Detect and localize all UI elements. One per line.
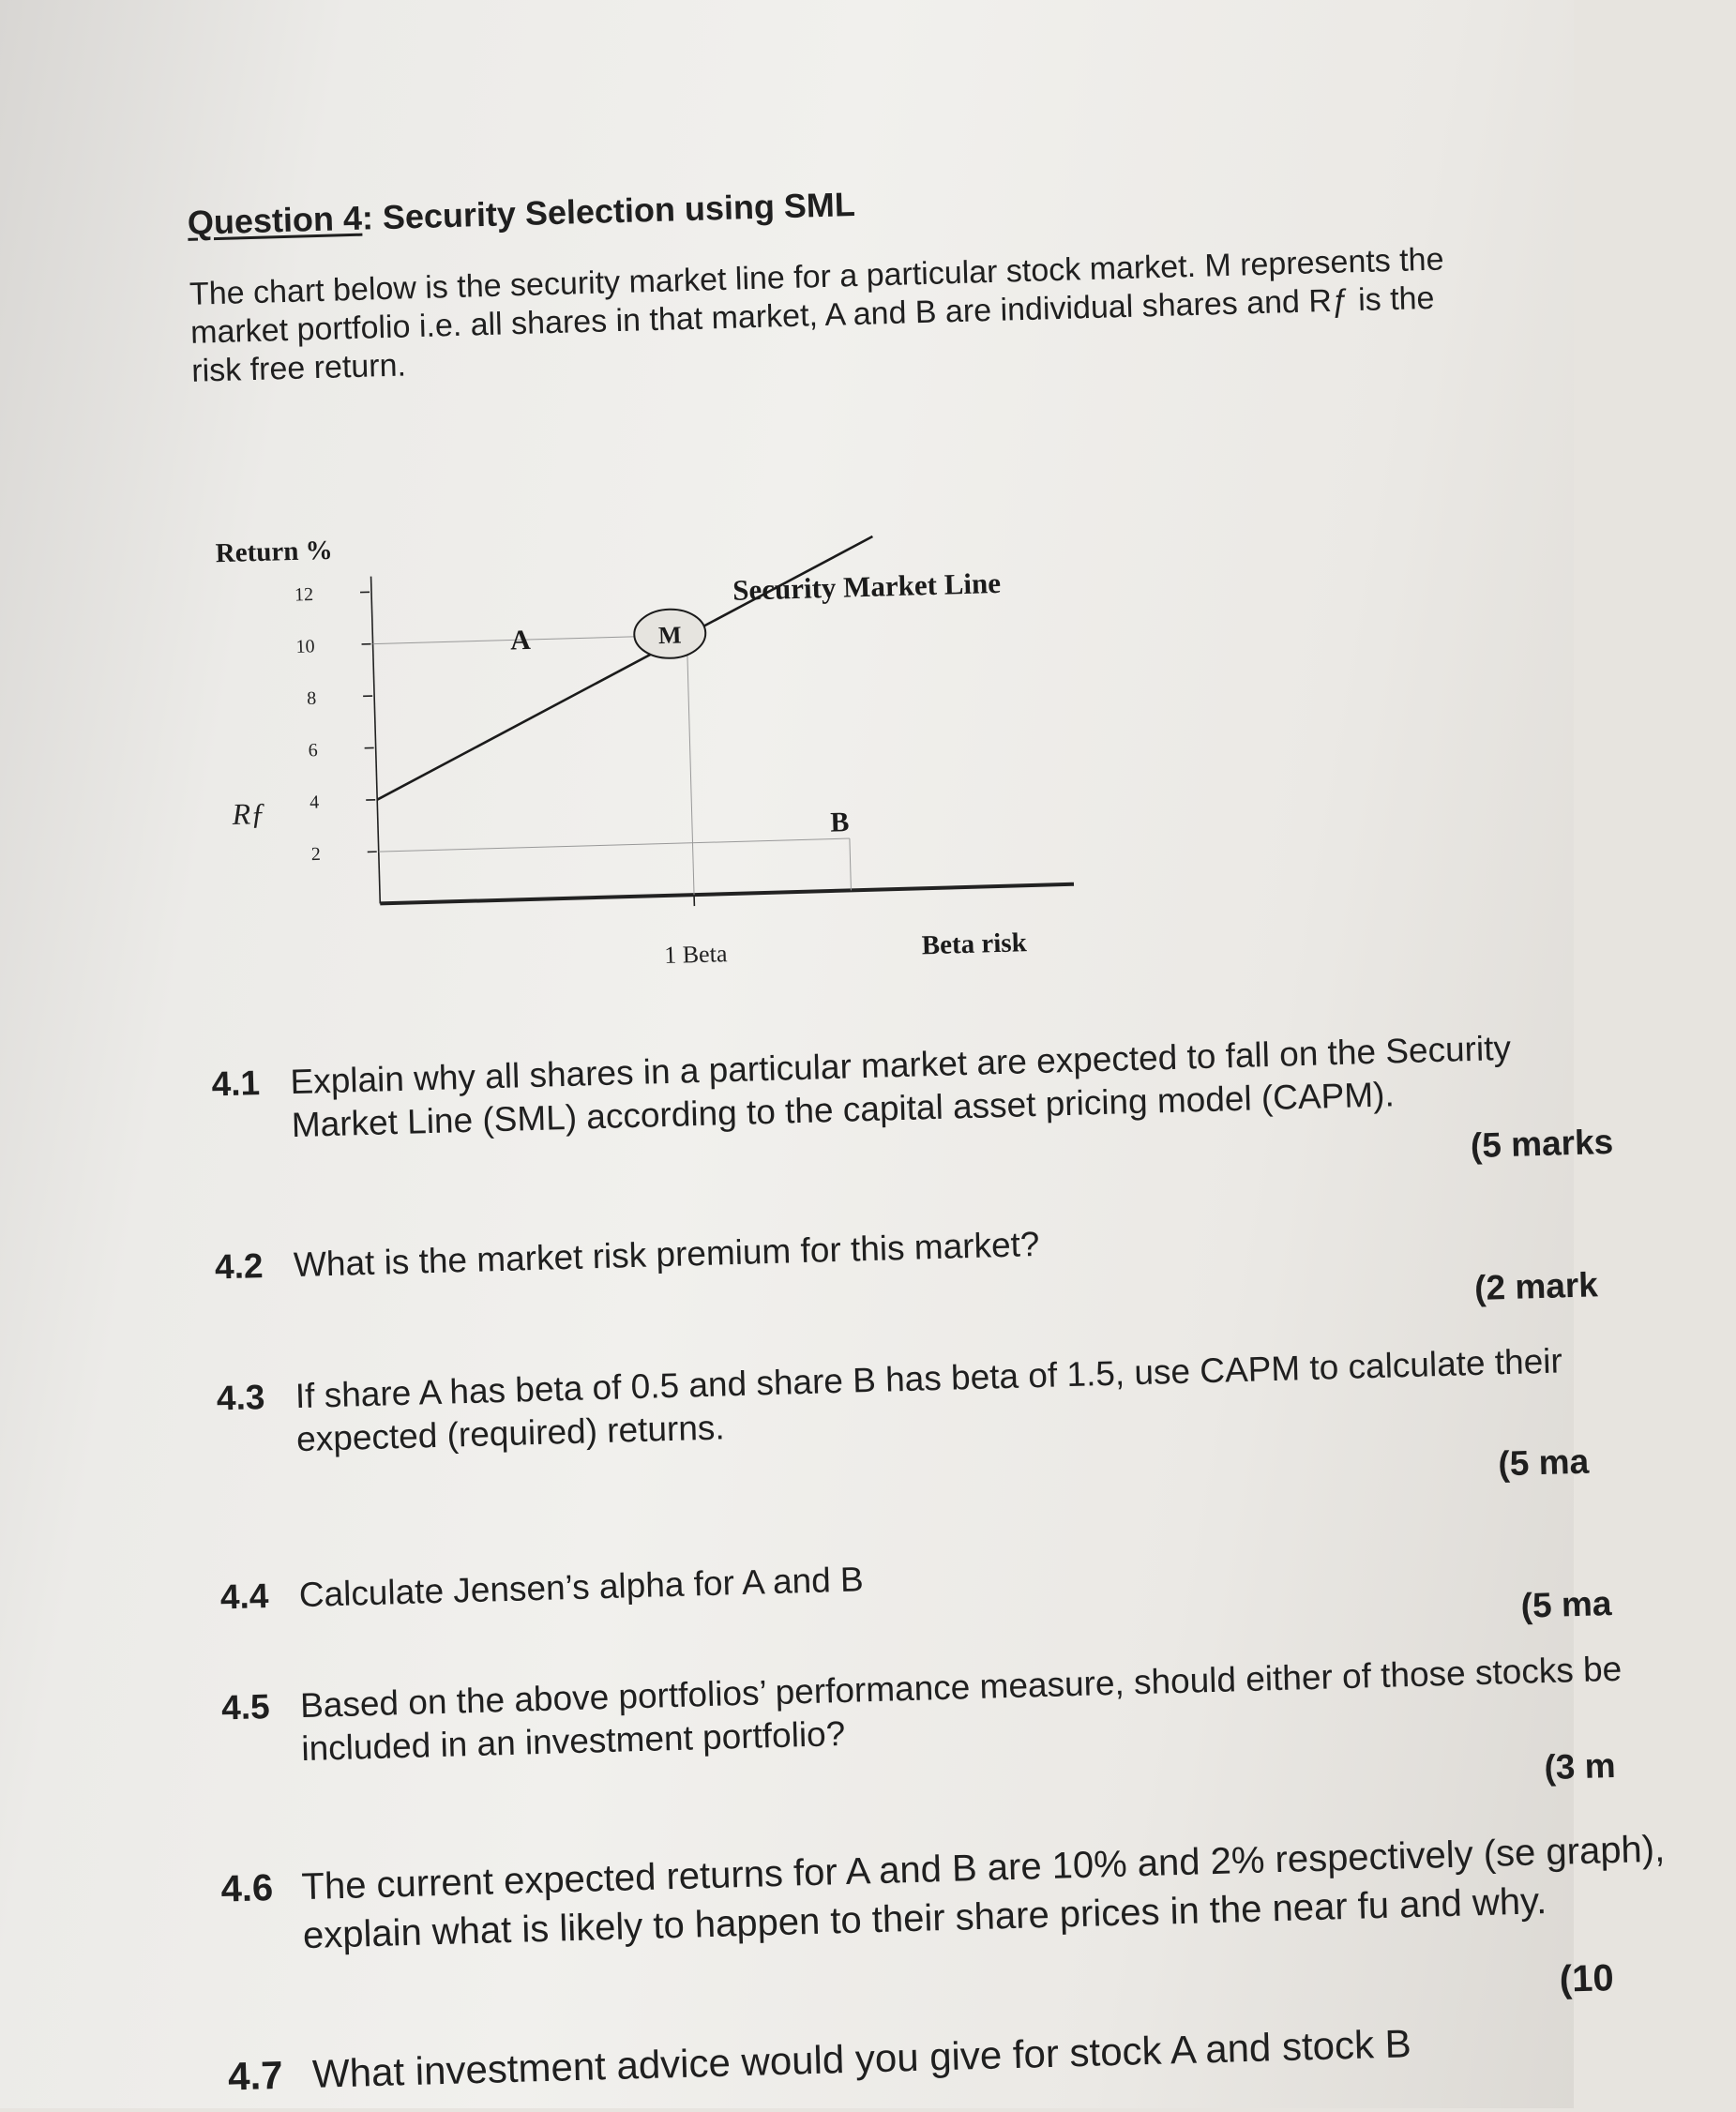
question-text-4-4: Calculate Jensen’s alpha for A and B — [298, 1534, 1706, 1617]
marks-4-4: (5 ma — [1520, 1584, 1612, 1626]
marks-4-3: (5 ma — [1498, 1442, 1590, 1485]
question-number-4-3: 4.3 — [216, 1376, 265, 1420]
question-number-4-6: 4.6 — [220, 1863, 274, 1914]
question-title: : Security Selection using SML — [361, 185, 855, 237]
y-tick-label: 2 — [310, 844, 321, 865]
question-text-4-2: What is the market risk premium for this market? — [293, 1204, 1700, 1287]
guide-line-2 — [379, 838, 850, 852]
question-text-4-6: The current expected returns for A and B are 10% and 2% respectively (se graph), explain what is likely to happen to their share prices in the near fu and why. — [301, 1823, 1710, 1960]
y-tick-label: 6 — [308, 740, 318, 761]
question-text-4-5: Based on the above portfolios’ performance measure, should either of those stocks be included in an investment portfolio? — [300, 1645, 1728, 1771]
y-tick-label: 10 — [295, 636, 315, 657]
y-tick-label: 8 — [307, 688, 317, 709]
y-tick-label: 4 — [309, 792, 320, 812]
question-number: Question 4 — [187, 199, 362, 242]
guide-line-beta-1 — [687, 635, 694, 895]
x-axis-label: Beta risk — [921, 928, 1028, 960]
question-number-4-1: 4.1 — [211, 1062, 261, 1106]
question-text-4-7: What investment advice would you give for stock A and stock B — [311, 2011, 1719, 2099]
marks-4-6: (10 — [1559, 1957, 1614, 2001]
question-number-4-7: 4.7 — [227, 2051, 283, 2102]
y-axis-label: Return % — [215, 536, 333, 568]
point-label: M — [658, 621, 682, 649]
guide-line-beta-b — [850, 838, 852, 890]
x-tick-label: 1 Beta — [664, 940, 728, 969]
question-number-4-4: 4.4 — [219, 1575, 269, 1619]
marks-4-2: (2 mark — [1474, 1265, 1599, 1308]
page-title — [187, 185, 855, 243]
x-axis — [380, 884, 1074, 904]
question-text-4-1: Explain why all shares in a particular market are expected to fall on the Security Market Line (SML) according to the capital asset pricing model (CAPM). — [290, 1024, 1623, 1148]
sml-line-label: Security Market Line — [732, 566, 1002, 607]
marks-4-5: (3 m — [1544, 1746, 1616, 1788]
point-label: A — [510, 625, 532, 656]
question-number-4-2: 4.2 — [214, 1245, 264, 1289]
rf-label: Rƒ — [231, 796, 266, 831]
question-text-4-3: If share A has beta of 0.5 and share B has beta of 1.5, use CAPM to calculate their expected (required) returns. — [294, 1336, 1666, 1461]
sml-chart — [167, 466, 1288, 1022]
y-axis — [371, 577, 381, 904]
point-label: B — [830, 807, 850, 838]
question-number-4-5: 4.5 — [221, 1685, 271, 1729]
marks-4-1: (5 marks — [1470, 1123, 1613, 1166]
y-tick-label: 12 — [294, 584, 314, 606]
intro-paragraph: The chart below is the security market line for a particular stock market. M represents the market portfolio i.e. all shares in that market, A and B are individual shares and Rƒ is the risk free return. — [189, 239, 1487, 390]
